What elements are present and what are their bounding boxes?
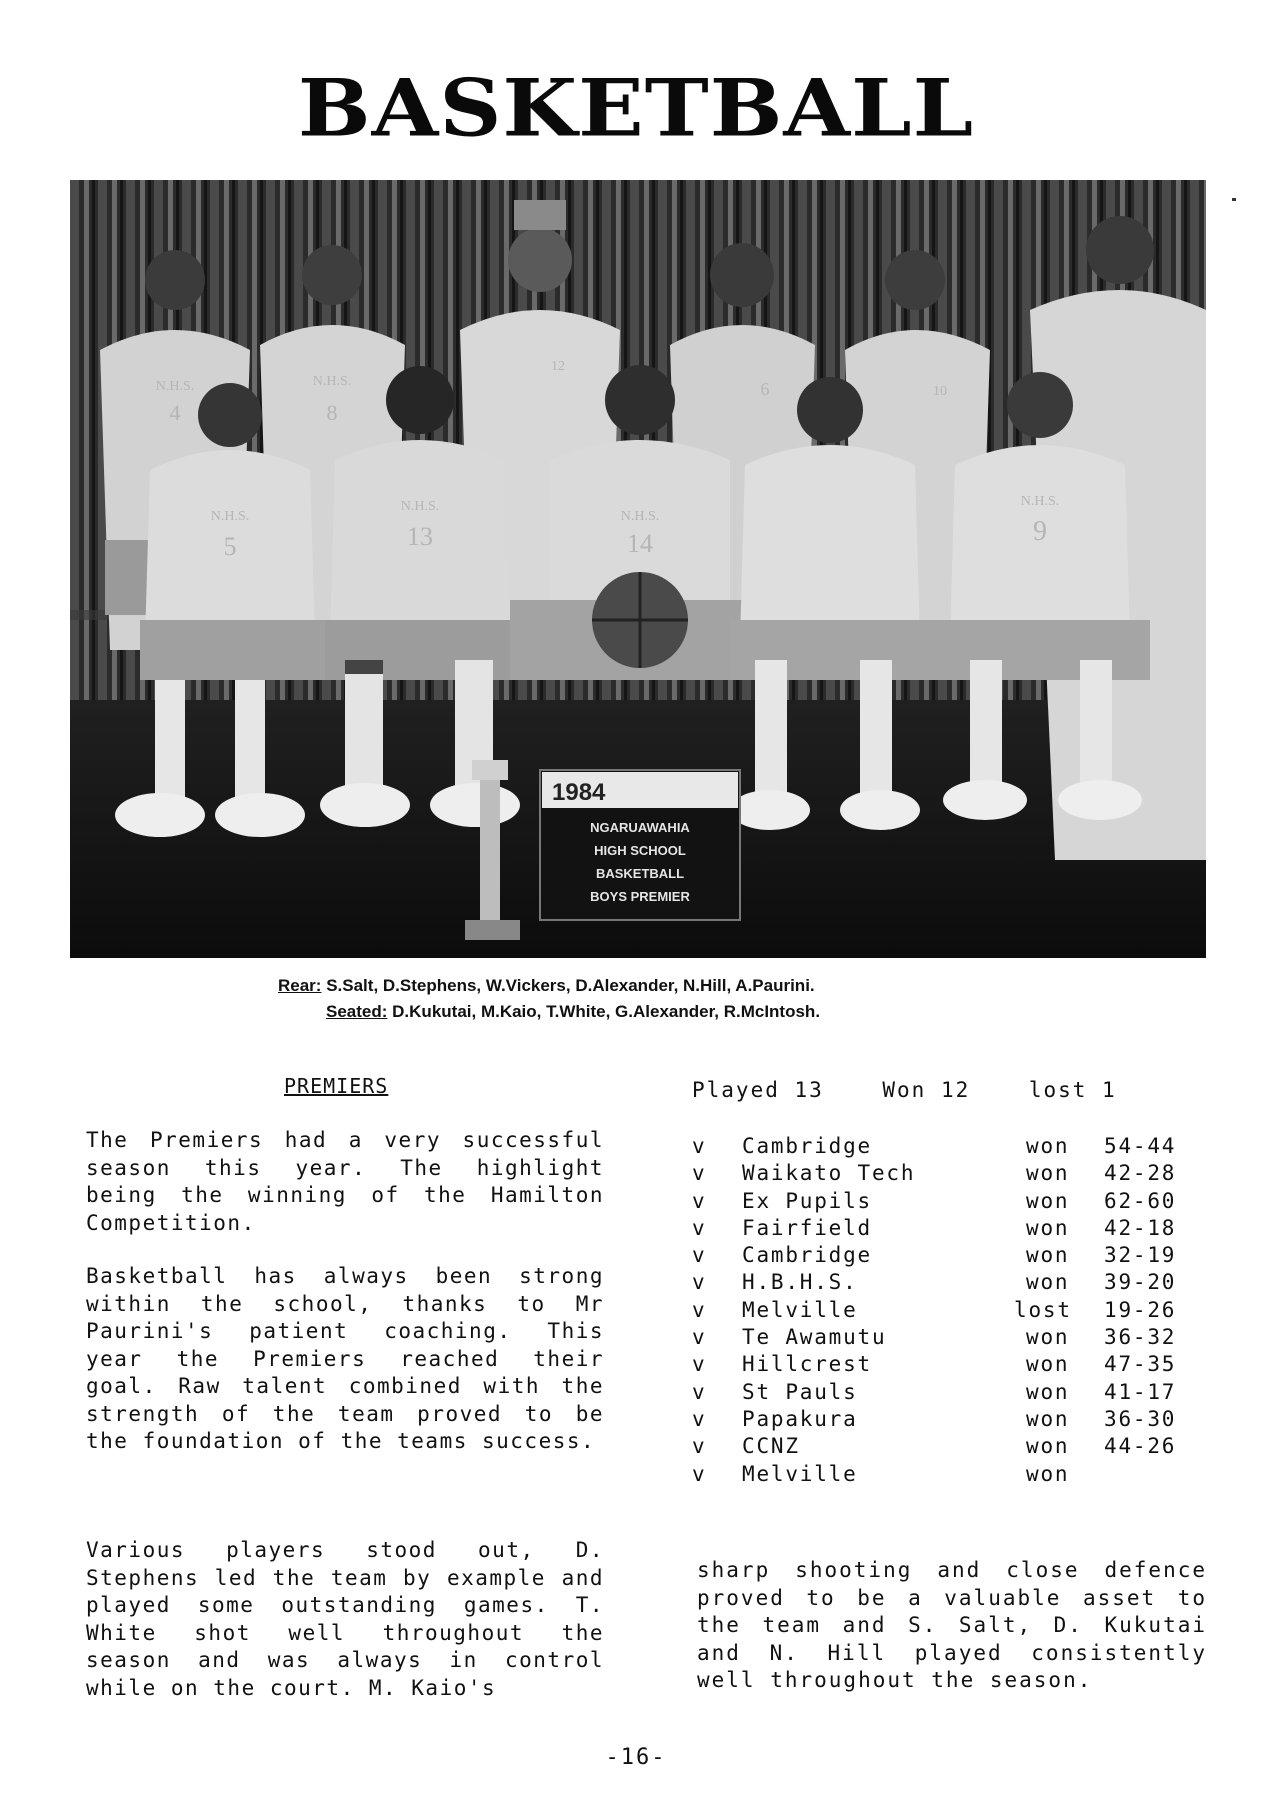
- jersey-text: N.H.S.: [1020, 494, 1060, 509]
- season-record: [692, 1078, 1117, 1102]
- result-row: [692, 1352, 1200, 1379]
- versus-label: v: [692, 1325, 707, 1350]
- caption-rear: [278, 976, 815, 996]
- jersey-text: N.H.S.: [312, 374, 352, 389]
- jersey-text: 12: [551, 359, 565, 374]
- result-row: [692, 1216, 1200, 1243]
- versus-label: v: [692, 1434, 707, 1459]
- result-row: [692, 1407, 1200, 1434]
- result-row: [692, 1325, 1200, 1352]
- jersey-text: N.H.S.: [400, 499, 440, 514]
- result-text: won: [1026, 1134, 1070, 1158]
- result-text: won: [1026, 1325, 1070, 1350]
- opponent-name: Melville: [742, 1297, 858, 1322]
- score-text: 36-30: [1104, 1406, 1177, 1431]
- opponent-name: Cambridge: [742, 1134, 872, 1158]
- score-text: 47-35: [1104, 1352, 1177, 1377]
- score-text: 54-44: [1104, 1134, 1177, 1158]
- jersey-text: N.H.S.: [155, 379, 195, 394]
- jersey-text: 13: [407, 522, 433, 551]
- caption-rear-label: Rear:: [278, 976, 322, 995]
- versus-label: v: [692, 1270, 707, 1295]
- caption-seated-names: D.Kukutai, M.Kaio, T.White, G.Alexander, R.McIntosh.: [392, 1002, 821, 1021]
- result-row: [692, 1270, 1200, 1297]
- results-list: [692, 1134, 1200, 1489]
- opponent-name: Fairfield: [742, 1215, 872, 1240]
- article-paragraph-3: [86, 1537, 604, 1702]
- result-row: [692, 1434, 1200, 1461]
- article-paragraph-1: [86, 1127, 604, 1237]
- paragraph-text: Various players stood out, D. Stephens led the team by example and played some outstanding games. T. White shot well throughout the season and was always in control while on the court. M. Kaio's: [86, 1538, 604, 1700]
- opponent-name: Melville: [742, 1461, 858, 1486]
- result-row: [692, 1298, 1200, 1325]
- versus-label: v: [692, 1188, 707, 1213]
- result-text: lost: [1014, 1297, 1072, 1322]
- jersey-text: N.H.S.: [620, 509, 660, 524]
- sign-line: NGARUAWAHIA: [590, 820, 690, 835]
- score-text: 32-19: [1104, 1243, 1177, 1268]
- jersey-text: 5: [223, 532, 237, 561]
- versus-label: v: [692, 1161, 707, 1186]
- jersey-text: 8: [326, 400, 338, 425]
- jersey-text: N.H.S.: [210, 509, 250, 524]
- score-text: 39-20: [1104, 1270, 1177, 1295]
- versus-label: v: [692, 1461, 707, 1486]
- result-text: won: [1026, 1215, 1070, 1240]
- result-text: won: [1026, 1461, 1070, 1486]
- speck: [1232, 198, 1236, 201]
- result-text: won: [1026, 1379, 1070, 1404]
- opponent-name: Hillcrest: [742, 1352, 872, 1377]
- jersey-text: 4: [169, 400, 181, 425]
- score-text: 62-60: [1104, 1188, 1177, 1213]
- lost-count: lost 1: [1028, 1078, 1117, 1102]
- opponent-name: Te Awamutu: [742, 1325, 887, 1350]
- sign-year: 1984: [552, 779, 606, 806]
- result-text: won: [1026, 1270, 1070, 1295]
- opponent-name: CCNZ: [742, 1434, 800, 1459]
- result-row: [692, 1189, 1200, 1216]
- opponent-name: Waikato Tech: [742, 1161, 916, 1186]
- result-row: [692, 1462, 1200, 1489]
- paragraph-text: Basketball has always been strong within the school, thanks to Mr Paurini's patient coaching. This year the Premiers reached their goal. Raw talent combined with the strength of the team proved to be the foundation of the teams success.: [86, 1264, 604, 1453]
- paragraph-text: The Premiers had a very successful season this year. The highlight being the winning of the Hamilton Competition.: [86, 1128, 604, 1235]
- opponent-name: Ex Pupils: [742, 1188, 872, 1213]
- opponent-name: H.B.H.S.: [742, 1270, 858, 1295]
- versus-label: v: [692, 1134, 707, 1158]
- versus-label: v: [692, 1352, 707, 1377]
- score-text: 44-26: [1104, 1434, 1177, 1459]
- versus-label: v: [692, 1215, 707, 1240]
- result-text: won: [1026, 1188, 1070, 1213]
- versus-label: v: [692, 1379, 707, 1404]
- versus-label: v: [692, 1406, 707, 1431]
- jersey-text: 9: [1033, 516, 1047, 547]
- team-photo-illustration: [70, 180, 1206, 958]
- won-count: Won 12: [882, 1078, 971, 1102]
- versus-label: v: [692, 1297, 707, 1322]
- page-number: -16-: [605, 1745, 667, 1770]
- score-text: 19-26: [1104, 1297, 1177, 1322]
- opponent-name: Cambridge: [742, 1243, 872, 1268]
- score-text: 36-32: [1104, 1325, 1177, 1350]
- sign-line: HIGH SCHOOL: [594, 843, 686, 858]
- page-title: BASKETBALL: [297, 62, 975, 155]
- article-paragraph-4: [697, 1557, 1207, 1695]
- jersey-text: 14: [627, 529, 653, 558]
- article-paragraph-2: [86, 1263, 604, 1456]
- result-row: [692, 1243, 1200, 1270]
- caption-seated-label: Seated:: [326, 1002, 388, 1021]
- result-text: won: [1026, 1161, 1070, 1186]
- result-text: won: [1026, 1434, 1070, 1459]
- team-photo: [70, 180, 1206, 958]
- result-row: [692, 1134, 1200, 1161]
- caption-seated: [326, 1002, 820, 1022]
- result-text: won: [1026, 1406, 1070, 1431]
- score-text: 41-17: [1104, 1379, 1177, 1404]
- sign-line: BASKETBALL: [595, 866, 685, 881]
- caption-rear-names: S.Salt, D.Stephens, W.Vickers, D.Alexander, N.Hill, A.Paurini.: [326, 976, 815, 995]
- jersey-text: 6: [760, 379, 770, 399]
- team-sign: [540, 770, 740, 920]
- jersey-text: 10: [933, 384, 947, 399]
- result-text: won: [1026, 1243, 1070, 1268]
- paragraph-text: sharp shooting and close defence proved to be a valuable asset to the team and S. Salt, D. Kukutai and N. Hill played consistently well throughout the season.: [697, 1558, 1207, 1692]
- score-text: 42-28: [1104, 1161, 1177, 1186]
- score-text: 42-18: [1104, 1215, 1177, 1240]
- opponent-name: Papakura: [742, 1406, 858, 1431]
- played-count: Played 13: [692, 1078, 824, 1102]
- sign-line: BOYS PREMIER: [590, 889, 690, 904]
- versus-label: v: [692, 1243, 707, 1268]
- result-row: [692, 1380, 1200, 1407]
- result-row: [692, 1161, 1200, 1188]
- section-heading: PREMIERS: [284, 1074, 389, 1098]
- result-text: won: [1026, 1352, 1070, 1377]
- opponent-name: St Pauls: [742, 1379, 858, 1404]
